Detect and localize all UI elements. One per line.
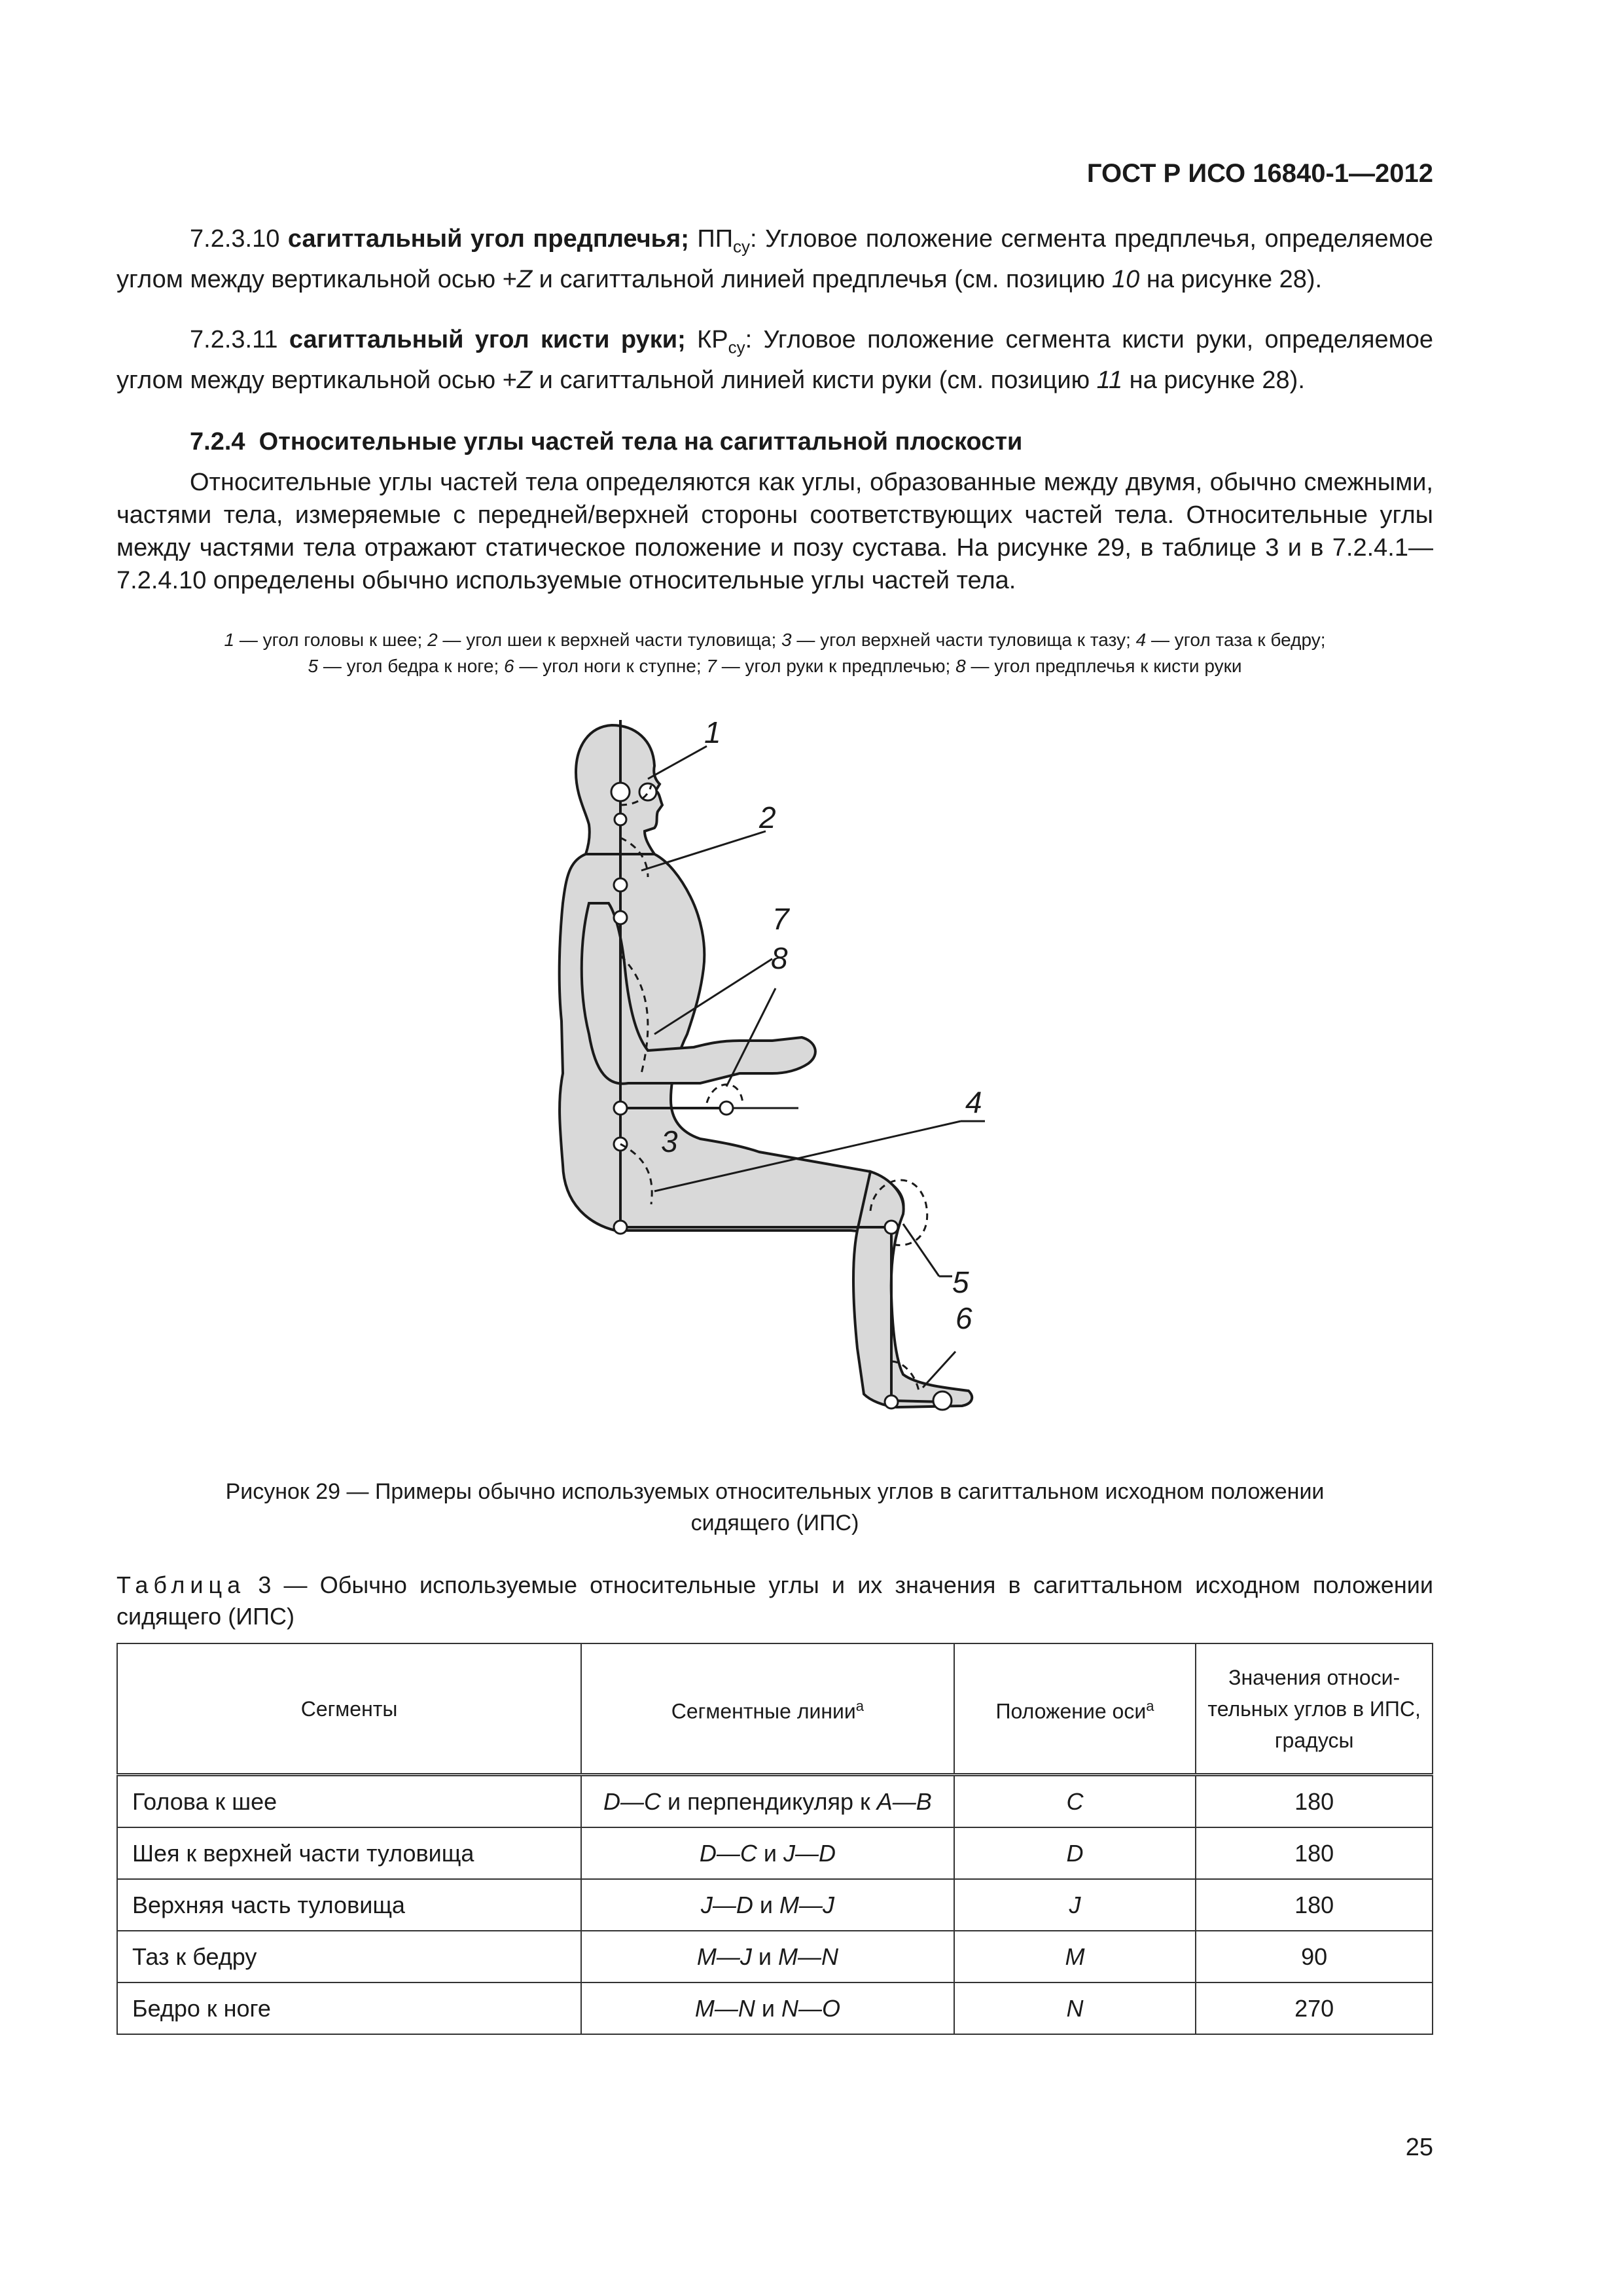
figure-label: 4 xyxy=(965,1085,982,1119)
section-heading: 7.2.4 Относительные углы частей тела на сагиттальной плоскости xyxy=(190,428,1023,456)
document-header: ГОСТ Р ИСО 16840-1—2012 xyxy=(1086,159,1433,188)
table-row: Шея к верхней части туловища D—C и J—D D 180 xyxy=(117,1827,1433,1879)
figure-label: 7 xyxy=(772,902,789,936)
figure-label: 1 xyxy=(704,715,721,749)
col-header-values: Значения относи- тельных углов в ИПС, градусы xyxy=(1196,1643,1433,1775)
table-caption: Таблица 3 — Обычно используемые относительные углы и их значения в сагиттальном исходном положении сидящего (ИПС) xyxy=(116,1571,1433,1630)
table-row: Таз к бедру M—J и M—N M 90 xyxy=(117,1931,1433,1982)
term: сагиттальный угол кисти руки; xyxy=(289,326,686,353)
seated-posture-diagram xyxy=(550,707,1034,1433)
paragraph-7-2-3-11: 7.2.3.11 сагиттальный угол кисти руки; $КР_{су}$: Угловое положение сегмента кисти руки, определяемое углом между вертикальной осью +Z и сагиттальной линией кисти руки (см. позицию 11 на рисунке 28). xyxy=(116,326,1433,394)
table-row: Бедро к ноге M—N и N—O N 270 xyxy=(117,1982,1433,2034)
page-number: 25 xyxy=(1405,2134,1433,2161)
figure-label: 3 xyxy=(661,1124,678,1158)
legend-item: 6 — угол ноги к ступне; xyxy=(504,656,707,676)
figure-label: 2 xyxy=(759,800,776,834)
legend-item: 7 — угол руки к предплечью; xyxy=(706,656,956,676)
body-paragraph: Относительные углы частей тела определяются как углы, образованные между двумя, обычно смежными, частями тела, измеряемые с передней/верхней стороны соответствующих частей тела. Относительные углы между частями тела отражают статическое положение и позу сустава. На рисунке 29, в таблице 3 и в 7.2.4.1—7.2.4.10 определены обычно используемые относительные углы частей тела. xyxy=(116,469,1433,594)
figure-label: 5 xyxy=(952,1265,969,1299)
legend-item: 4 — угол таза к бедру; xyxy=(1135,630,1326,650)
legend-item: 3 — угол верхней части туловища к тазу; xyxy=(781,630,1136,650)
legend-item: 5 — угол бедра к ноге; xyxy=(308,656,505,676)
table-header-row xyxy=(117,1643,1433,1775)
col-header-lines: Сегментные линии$^а$ xyxy=(581,1643,954,1775)
col-header-segments: Сегменты xyxy=(117,1643,581,1775)
legend-item: 1 — угол головы к шее; xyxy=(224,630,428,650)
figure-caption: Рисунок 29 — Примеры обычно используемых относительных углов в сагиттальном исходном положении сидящего (ИПС) xyxy=(225,1479,1325,1535)
figure-label: 8 xyxy=(771,941,788,975)
table-row: Голова к шее D—C и перпендикуляр к A—B C 180 xyxy=(117,1775,1433,1828)
paragraph-7-2-3-10: 7.2.3.10 сагиттальный угол предплечья; $ПП_{су}$: Угловое положение сегмента предплечья, определяемое углом между вертикальной осью +Z и сагиттальной линией предплечья (см. позицию 10 на рисунке 28). xyxy=(116,225,1434,293)
figure-legend xyxy=(116,627,1433,679)
relative-angles-table xyxy=(116,1643,1433,2035)
col-header-axis: Положение оси$^а$ xyxy=(954,1643,1196,1775)
legend-item: 8 — угол предплечья к кисти руки xyxy=(955,656,1242,676)
table-row: Верхняя часть туловища J—D и M—J J 180 xyxy=(117,1879,1433,1931)
legend-item: 2 — угол шеи к верхней части туловища; xyxy=(427,630,782,650)
figure-label: 6 xyxy=(955,1301,972,1335)
term: сагиттальный угол предплечья; xyxy=(287,225,689,253)
